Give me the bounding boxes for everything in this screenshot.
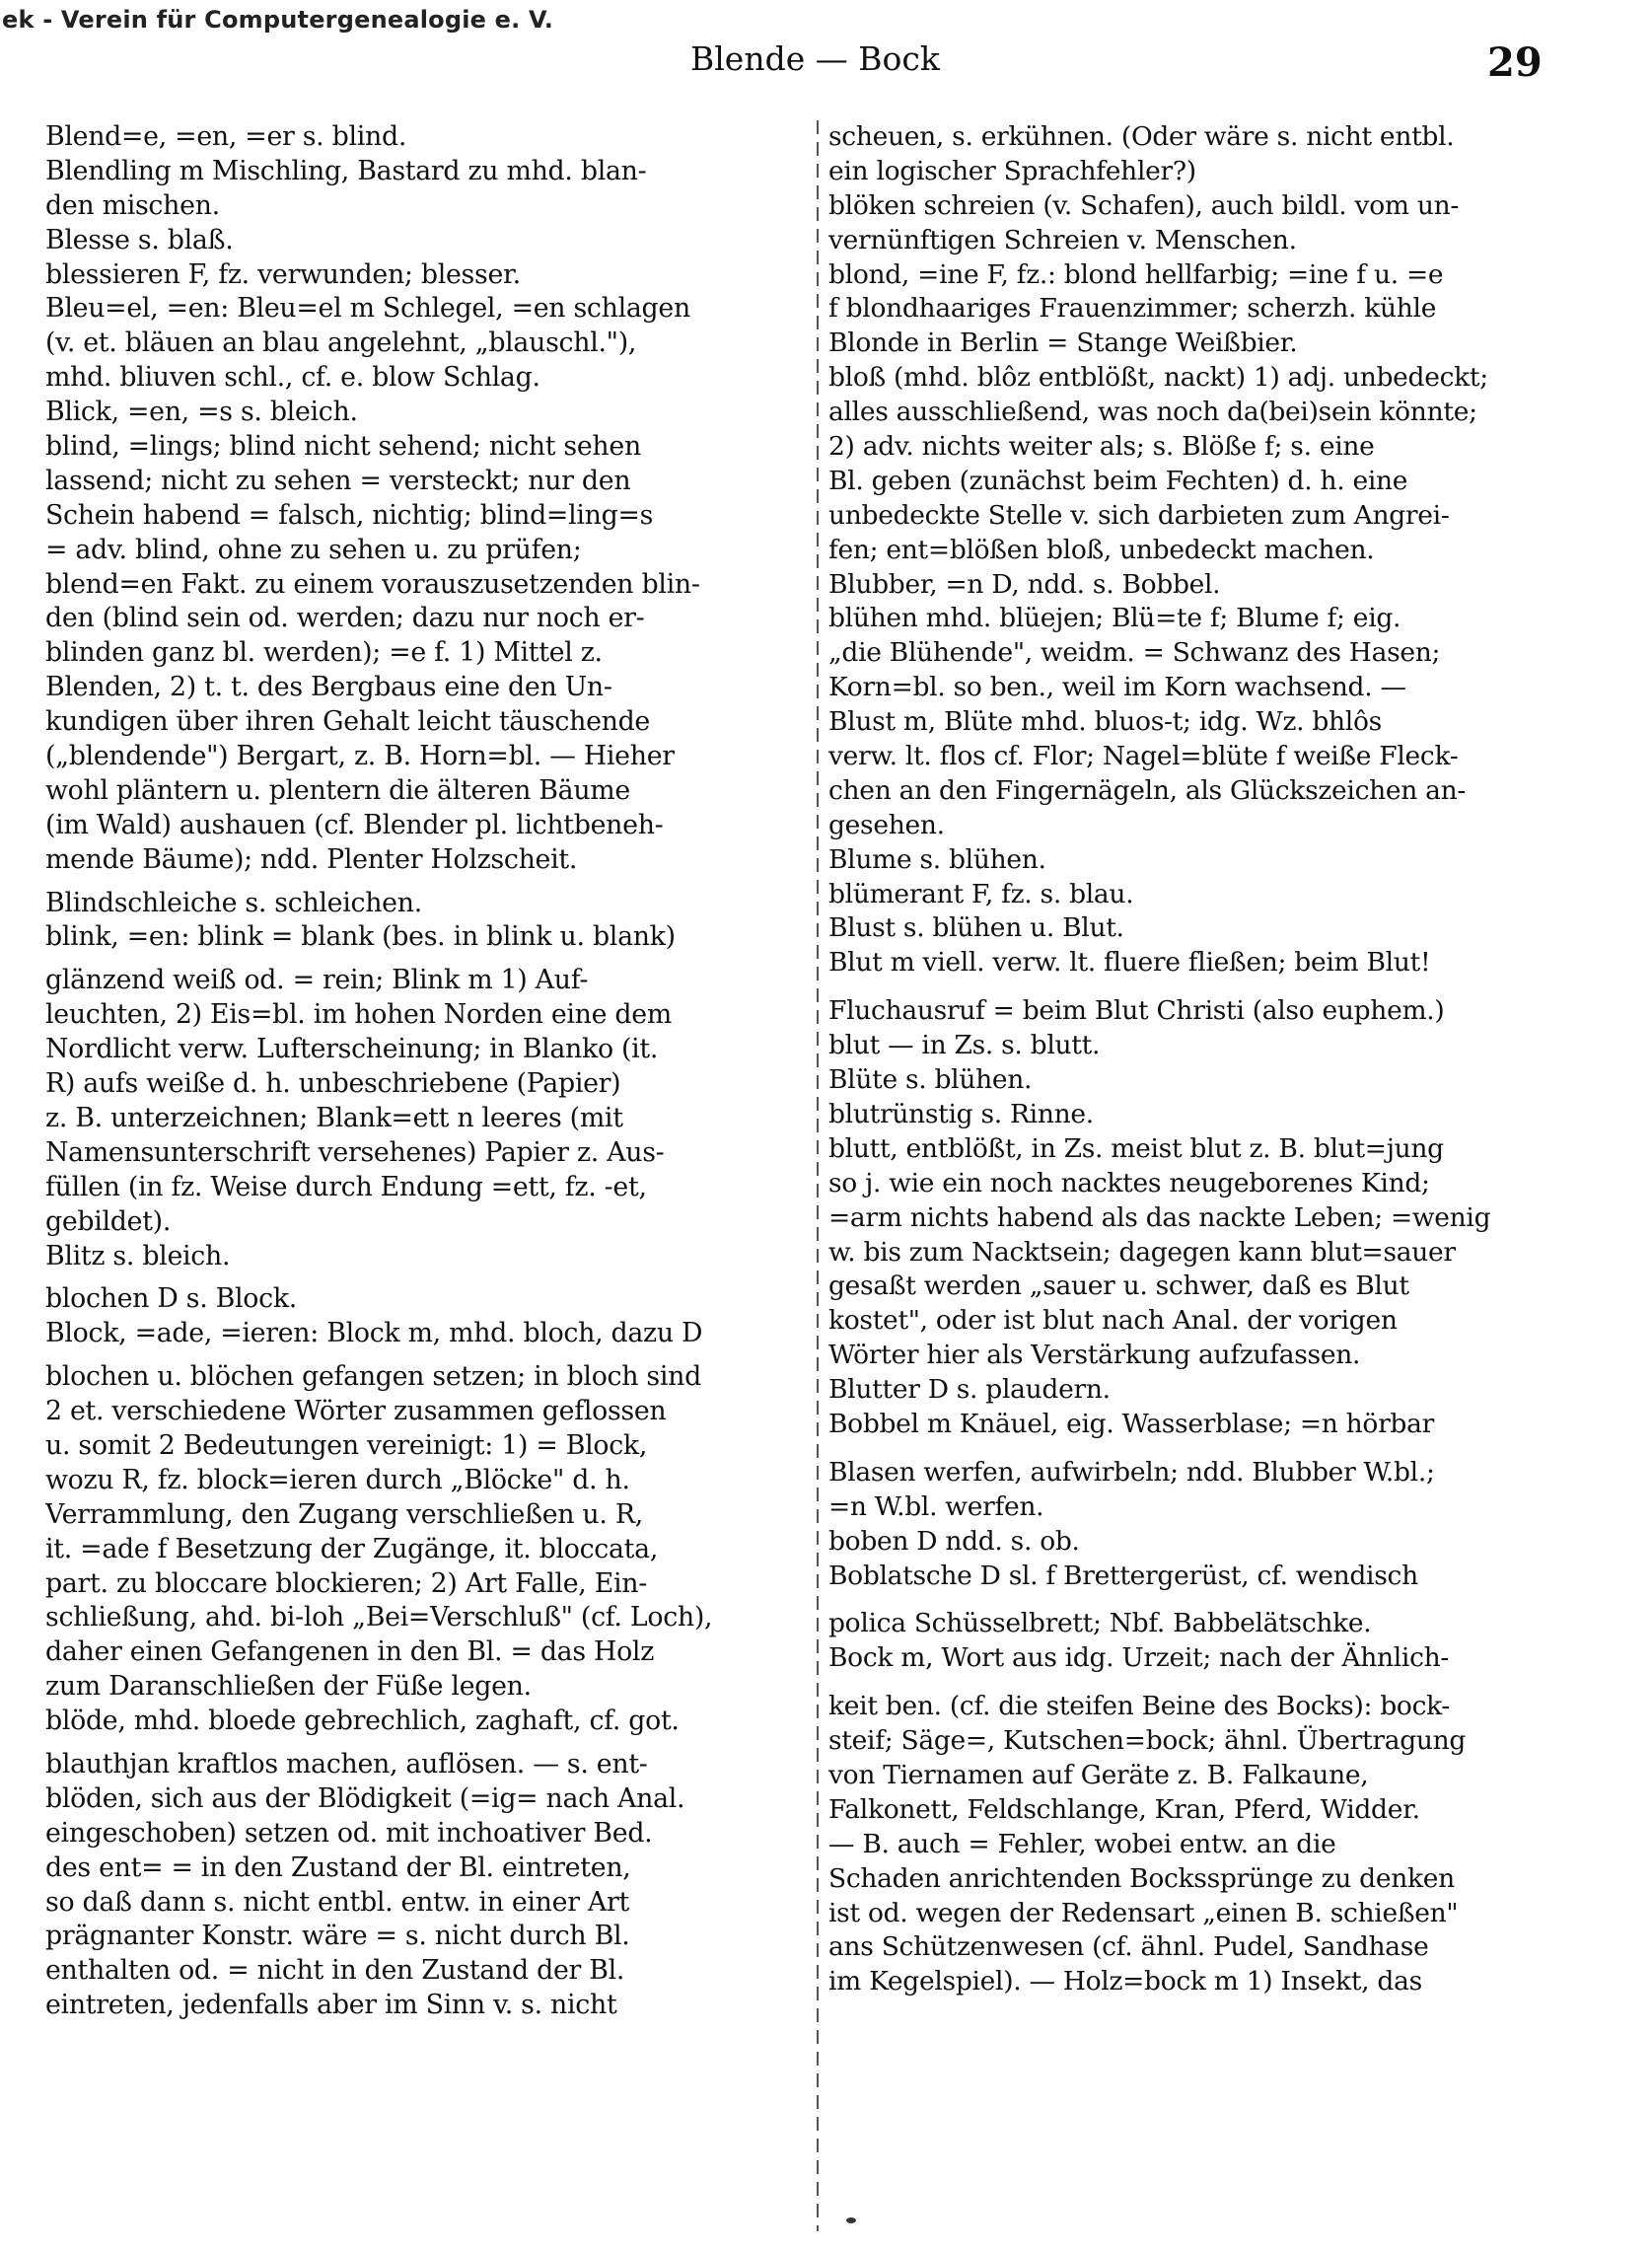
text-line: Blüte s. blühen.	[828, 1064, 1033, 1096]
page-number: 29	[1487, 39, 1543, 86]
text-line: ist od. wegen der Redensart „einen B. schießen"	[828, 1897, 1459, 1928]
text-line: Korn=bl. so ben., weil im Korn wachsend. —	[828, 672, 1406, 703]
text-line: Blend=e, =en, =er s. blind.	[45, 121, 407, 152]
text-line: it. =ade f Besetzung der Zugänge, it. bloccata,	[45, 1533, 659, 1564]
text-line: gebildet).	[45, 1205, 172, 1237]
text-line: Blust s. blühen u. Blut.	[828, 912, 1124, 944]
text-line: (im Wald) aushauen (cf. Blender pl. lichtbeneh-	[45, 809, 664, 840]
text-line: Bleu=el, =en: Bleu=el m Schlegel, =en schlagen	[45, 293, 690, 325]
text-line: 2) adv. nichts weiter als; s. Blöße f; s. eine	[828, 431, 1375, 463]
text-line: unbedeckte Stelle v. sich darbieten zum Angrei-	[828, 499, 1450, 531]
text-line: blauthjan kraftlos machen, auflösen. — s. ent-	[45, 1748, 648, 1779]
text-line: wohl pläntern u. plentern die älteren Bäume	[45, 774, 630, 806]
text-line: Schein habend = falsch, nichtig; blind=ling=s	[45, 499, 654, 531]
text-line: Blitz s. bleich.	[45, 1240, 231, 1271]
text-line: fen; ent=blößen bloß, unbedeckt machen.	[828, 534, 1375, 565]
text-line: scheuen, s. erkühnen. (Oder wäre s. nicht entbl.	[828, 121, 1455, 152]
text-line: boben D ndd. s. ob.	[828, 1525, 1080, 1557]
text-line: eintreten, jedenfalls aber im Sinn v. s. nicht	[45, 1990, 617, 2021]
text-line: w. bis zum Nacktsein; dagegen kann blut=sauer	[828, 1236, 1456, 1268]
watermark: ek - Verein für Computergenealogie e. V.	[2, 6, 554, 34]
text-line: blöde, mhd. bloede gebrechlich, zaghaft, cf. got.	[45, 1706, 680, 1737]
text-line: blümerant F, fz. s. blau.	[828, 878, 1134, 909]
text-line: kundigen über ihren Gehalt leicht täuschende	[45, 706, 650, 738]
text-line: blochen D s. Block.	[45, 1283, 298, 1315]
text-line: des ent= = in den Zustand der Bl. eintreten,	[45, 1852, 631, 1883]
text-line: ans Schützenwesen (cf. ähnl. Pudel, Sandhase	[828, 1931, 1429, 1963]
text-line: zum Daranschließen der Füße legen.	[45, 1671, 532, 1703]
text-line: („blendende") Bergart, z. B. Horn=bl. — Hieher	[45, 741, 675, 772]
text-line: =n W.bl. werfen.	[828, 1490, 1044, 1522]
text-line: bloß (mhd. blôz entblößt, nackt) 1) adj. unbedeckt;	[828, 362, 1488, 394]
text-line: blinden ganz bl. werden); =e f. 1) Mittel z.	[45, 637, 603, 669]
text-line: Blubber, =n D, ndd. s. Bobbel.	[828, 568, 1221, 600]
text-line: Blick, =en, =s s. bleich.	[45, 397, 358, 428]
text-line: den (blind sein od. werden; dazu nur noch er-	[45, 603, 645, 634]
text-line: gesehen.	[828, 809, 945, 840]
text-line: blend=en Fakt. zu einem vorauszusetzenden blin-	[45, 568, 700, 600]
right-column	[828, 120, 1608, 2221]
text-line: blut — in Zs. s. blutt.	[828, 1030, 1101, 1061]
text-line: R) aufs weiße d. h. unbeschriebene (Papier)	[45, 1068, 621, 1100]
text-line: blink, =en: blink = blank (bes. in blink u. blank)	[45, 921, 676, 953]
text-line: füllen (in fz. Weise durch Endung =ett, fz. -et,	[45, 1171, 647, 1202]
text-line: so j. wie ein noch nacktes neugeborenes Kind;	[828, 1167, 1430, 1198]
text-line: =arm nichts habend als das nackte Leben; =wenig	[828, 1201, 1491, 1233]
text-line: chen an den Fingernägeln, als Glückszeichen an-	[828, 774, 1467, 806]
text-line: Blenden, 2) t. t. des Bergbaus eine den Un-	[45, 672, 612, 703]
text-line: blessieren F, fz. verwunden; blesser.	[45, 258, 521, 290]
text-line: daher einen Gefangenen in den Bl. = das Holz	[45, 1636, 655, 1668]
left-column	[45, 120, 815, 2221]
text-line: Bock m, Wort aus idg. Urzeit; nach der Ähnlich-	[828, 1642, 1450, 1674]
text-line: Verrammlung, den Zugang verschließen u. R,	[45, 1498, 643, 1530]
text-line: leuchten, 2) Eis=bl. im hohen Norden eine dem	[45, 999, 672, 1031]
text-line: eingeschoben) setzen od. mit inchoativer Bed.	[45, 1817, 653, 1849]
text-line: kostet", oder ist blut nach Anal. der vorigen	[828, 1305, 1398, 1337]
text-line: blöden, sich aus der Blödigkeit (=ig= nach Anal.	[45, 1782, 685, 1814]
text-line: part. zu bloccare blockieren; 2) Art Falle, Ein-	[45, 1567, 647, 1599]
text-line: blutrünstig s. Rinne.	[828, 1098, 1094, 1129]
text-line: blochen u. blöchen gefangen setzen; in bloch sind	[45, 1361, 701, 1393]
text-line: blöken schreien (v. Schafen), auch bildl. vom un-	[828, 189, 1460, 221]
text-line: Bl. geben (zunächst beim Fechten) d. h. eine	[828, 465, 1408, 496]
text-line: Blendling m Mischling, Bastard zu mhd. blan-	[45, 155, 647, 186]
column-divider	[817, 120, 819, 2231]
text-line: Fluchausruf = beim Blut Christi (also euphem.)	[828, 995, 1445, 1027]
print-speck	[846, 2217, 856, 2223]
text-line: glänzend weiß od. = rein; Blink m 1) Auf-	[45, 965, 589, 996]
text-line: „die Blühende", weidm. = Schwanz des Hasen;	[828, 637, 1441, 669]
text-line: Blasen werfen, aufwirbeln; ndd. Blubber W.bl.;	[828, 1456, 1435, 1488]
text-line: Schaden anrichtenden Bockssprünge zu denken	[828, 1862, 1455, 1894]
text-line: keit ben. (cf. die steifen Beine des Bocks): bock-	[828, 1691, 1451, 1722]
text-line: prägnanter Konstr. wäre = s. nicht durch Bl.	[45, 1921, 630, 1952]
text-line: Bobbel m Knäuel, eig. Wasserblase; =n hörbar	[828, 1408, 1434, 1439]
text-line: alles ausschließend, was noch da(bei)sein könnte;	[828, 397, 1477, 428]
text-line: steif; Säge=, Kutschen=bock; ähnl. Übertragung	[828, 1725, 1467, 1757]
text-line: im Kegelspiel). — Holz=bock m 1) Insekt, das	[828, 1966, 1422, 1997]
text-line: Blutter D s. plaudern.	[828, 1374, 1111, 1406]
text-line: Blonde in Berlin = Stange Weißbier.	[828, 327, 1298, 359]
text-line: = adv. blind, ohne zu sehen u. zu prüfen;	[45, 534, 582, 565]
text-line: so daß dann s. nicht entbl. entw. in einer Art	[45, 1886, 629, 1918]
text-line: blühen mhd. blüejen; Blü=te f; Blume f; eig.	[828, 603, 1401, 634]
text-line: blond, =ine F, fz.: blond hellfarbig; =ine f u. =e	[828, 258, 1444, 290]
text-line: mhd. bliuven schl., cf. e. blow Schlag.	[45, 362, 540, 394]
text-line: — B. auch = Fehler, wobei entw. an die	[828, 1828, 1336, 1859]
text-line: blutt, entblößt, in Zs. meist blut z. B. blut=jung	[828, 1132, 1444, 1164]
text-line: Blindschleiche s. schleichen.	[45, 887, 422, 918]
text-line: Blesse s. blaß.	[45, 224, 234, 255]
text-line: den mischen.	[45, 189, 220, 221]
text-line: 2 et. verschiedene Wörter zusammen geflossen	[45, 1396, 667, 1427]
text-line: (v. et. bläuen an blau angelehnt, „blauschl."),	[45, 327, 637, 359]
text-line: gesaßt werden „sauer u. schwer, daß es Blut	[828, 1271, 1409, 1302]
text-line: z. B. unterzeichnen; Blank=ett n leeres (mit	[45, 1102, 623, 1133]
text-line: Blut m viell. verw. lt. fluere fließen; beim Blut!	[828, 947, 1431, 979]
text-line: u. somit 2 Bedeutungen vereinigt: 1) = Block,	[45, 1429, 648, 1461]
running-head: Blende — Bock	[690, 39, 940, 78]
text-line: Blust m, Blüte mhd. bluos-t; idg. Wz. bhlôs	[828, 706, 1382, 738]
text-line: verw. lt. flos cf. Flor; Nagel=blüte f weiße Fleck-	[828, 741, 1459, 772]
text-line: schließung, ahd. bi-loh „Bei=Verschluß" (cf. Loch),	[45, 1602, 713, 1634]
text-line: Nordlicht verw. Lufterscheinung; in Blanko (it.	[45, 1034, 659, 1065]
text-line: Blume s. blühen.	[828, 843, 1046, 875]
text-line: ein logischer Sprachfehler?)	[828, 155, 1196, 186]
text-line: enthalten od. = nicht in den Zustand der Bl.	[45, 1955, 625, 1987]
text-line: Wörter hier als Verstärkung aufzufassen.	[828, 1340, 1361, 1371]
text-line: vernünftigen Schreien v. Menschen.	[828, 224, 1297, 255]
text-line: Boblatsche D sl. f Brettergerüst, cf. wendisch	[828, 1560, 1418, 1591]
text-line: mende Bäume); ndd. Plenter Holzscheit.	[45, 843, 578, 875]
text-line: wozu R, fz. block=ieren durch „Blöcke" d. h.	[45, 1464, 630, 1495]
text-line: blind, =lings; blind nicht sehend; nicht sehen	[45, 431, 641, 463]
text-line: Namensunterschrift versehenes) Papier z. Aus-	[45, 1136, 665, 1168]
text-line: f blondhaariges Frauenzimmer; scherzh. kühle	[828, 293, 1437, 325]
text-line: von Tiernamen auf Geräte z. B. Falkaune,	[828, 1759, 1369, 1790]
text-line: lassend; nicht zu sehen = versteckt; nur den	[45, 465, 631, 496]
text-line: polica Schüsselbrett; Nbf. Babbelätschke.	[828, 1608, 1372, 1639]
text-line: Block, =ade, =ieren: Block m, mhd. bloch, dazu D	[45, 1318, 703, 1349]
text-line: Falkonett, Feldschlange, Kran, Pferd, Widder.	[828, 1793, 1420, 1825]
